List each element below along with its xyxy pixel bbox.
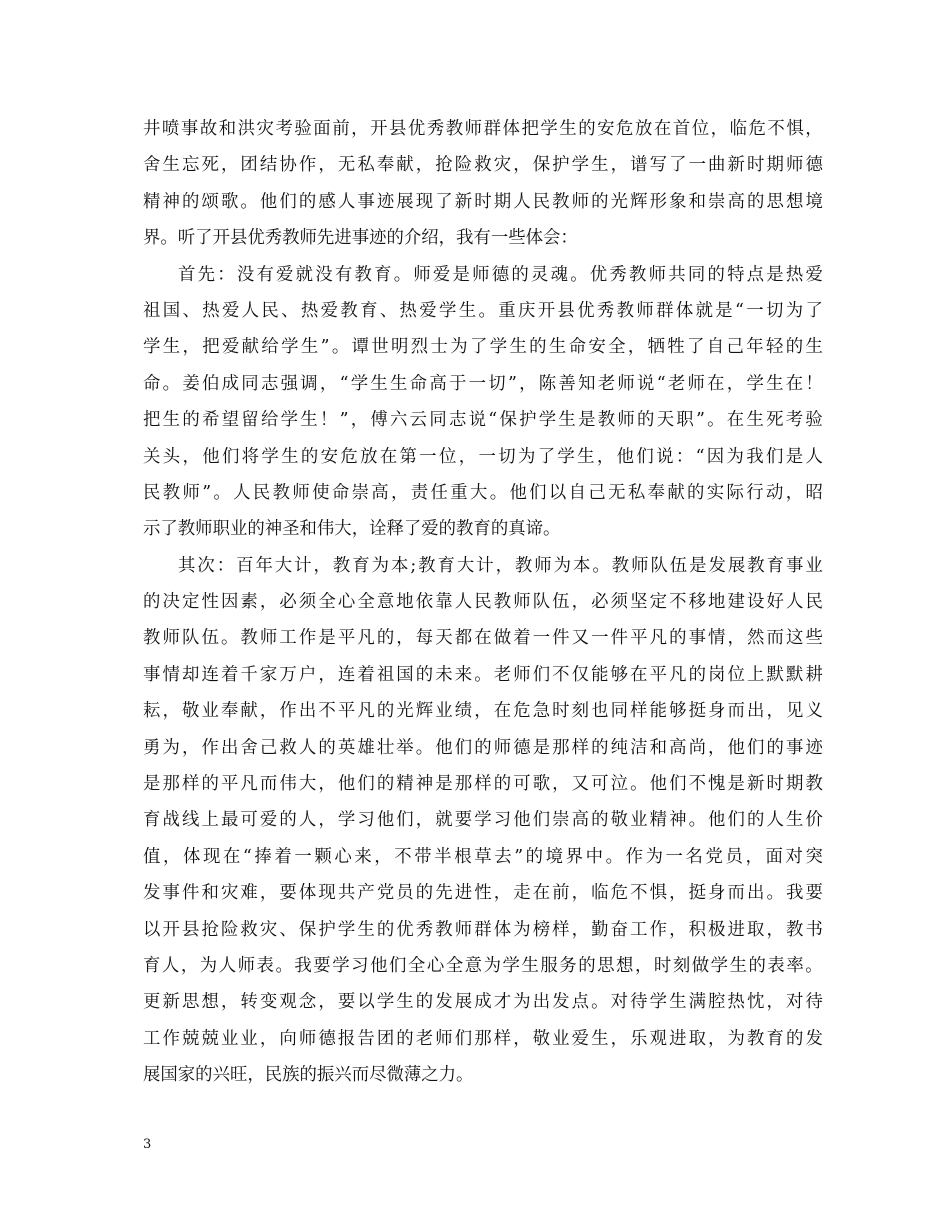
paragraph-2-line: 示了教师职业的神圣和伟大，诠释了爱的教育的真谛。 [143,519,561,540]
paragraph-3-line: 其 次 ： 百 年 大 计 ， 教 育 为 本 ; 教 育 大 计 ， 教 师 为 本 。 教 师 队 伍 是 发 展 教 育 事 业 [178,555,823,576]
paragraph-2-line: 关 头 ， 他 们 将 学 生 的 安 危 放 在 第 一 位 ， 一 切 为 了 学 生 ， 他 们 说 ： “ 因 为 我 们 是 人 [143,446,823,467]
paragraph-3-line: 以 开 县 抢 险 救 灾 、 保 护 学 生 的 优 秀 教 师 群 体 为 榜 样 ， 勤 奋 工 作 ， 积 极 进 取 ， 教 书 [143,919,823,940]
paragraph-2-line: 把 生 的 希 望 留 给 学 生 ！ ” ， 傅 六 云 同 志 说 “ 保 护 学 生 是 教 师 的 天 职 ” 。 在 生 死 考 验 [143,410,823,431]
paragraph-1-line: 井 喷 事 故 和 洪 灾 考 验 面 前 ， 开 县 优 秀 教 师 群 体 把 学 生 的 安 危 放 在 首 位 ， 临 危 不 惧 ， [143,119,823,139]
page-number: 3 [143,1137,152,1152]
paragraph-2-line: 祖 国 、 热 爱 人 民 、 热 爱 教 育 、 热 爱 学 生 。 重 庆 开 县 优 秀 教 师 群 体 就 是 “ 一 切 为 了 [143,300,823,321]
paragraph-3-line: 事 情 却 连 着 千 家 万 户 ， 连 着 祖 国 的 未 来 。 老 师 们 不 仅 能 够 在 平 凡 的 岗 位 上 默 默 耕 [143,664,823,685]
paragraph-3-line: 耘 ， 敬 业 奉 献 ， 作 出 不 平 凡 的 光 辉 业 绩 ， 在 危 急 时 刻 也 同 样 能 够 挺 身 而 出 ， 见 义 [143,701,823,722]
paragraph-2-line: 命 。 姜 伯 成 同 志 强 调 ， “ 学 生 生 命 高 于 一 切 ” ， 陈 善 知 老 师 说 “ 老 师 在 ， 学 生 在 ！ [143,373,823,394]
paragraph-2-line: 首 先 ： 没 有 爱 就 没 有 教 育 。 师 爱 是 师 德 的 灵 魂 。 优 秀 教 师 共 同 的 特 点 是 热 爱 [178,264,823,285]
paragraph-3-line: 展国家的兴旺，民族的振兴而尽微薄之力。 [143,1065,474,1086]
paragraph-3-line: 的 决 定 性 因 素 ， 必 须 全 心 全 意 地 依 靠 人 民 教 师 队 伍 ， 必 须 坚 定 不 移 地 建 设 好 人 民 [143,592,823,613]
paragraph-1-line: 舍 生 忘 死 ， 团 结 协 作 ， 无 私 奉 献 ， 抢 险 救 灾 ， 保 护 学 生 ， 谱 写 了 一 曲 新 时 期 师 德 [143,155,823,176]
paragraph-2-line: 学 生 ， 把 爱 献 给 学 生 ” 。 谭 世 明 烈 士 为 了 学 生 的 生 命 安 全 ， 牺 牲 了 自 己 年 轻 的 生 [143,337,823,358]
paragraph-3-line: 是 那 样 的 平 凡 而 伟 大 ， 他 们 的 精 神 是 那 样 的 可 歌 ， 又 可 泣 。 他 们 不 愧 是 新 时 期 教 [143,774,823,795]
body-text [143,111,823,1094]
paragraph-3-line: 工 作 兢 兢 业 业 ， 向 师 德 报 告 团 的 老 师 们 那 样 ， 敬 业 爱 生 ， 乐 观 进 取 ， 为 教 育 的 发 [143,1028,823,1049]
paragraph-3-line: 更 新 思 想 ， 转 变 观 念 ， 要 以 学 生 的 发 展 成 才 为 出 发 点 。 对 待 学 生 满 腔 热 忱 ， 对 待 [143,992,823,1013]
paragraph-1-line: 精 神 的 颂 歌 。 他 们 的 感 人 事 迹 展 现 了 新 时 期 人 民 教 师 的 光 辉 形 象 和 崇 高 的 思 想 境 [143,191,823,212]
paragraph-3-line: 值 ， 体 现 在 “ 捧 着 一 颗 心 来 ， 不 带 半 根 草 去 ” 的 境 界 中 。 作 为 一 名 党 员 ， 面 对 突 [143,846,823,867]
paragraph-3-line: 育 战 线 上 最 可 爱 的 人 ， 学 习 他 们 ， 就 要 学 习 他 们 崇 高 的 敬 业 精 神 。 他 们 的 人 生 价 [143,810,823,831]
paragraph-3-line: 育 人 ， 为 人 师 表 。 我 要 学 习 他 们 全 心 全 意 为 学 生 服 务 的 思 想 ， 时 刻 做 学 生 的 表 率 。 [143,955,823,976]
paragraph-2-line: 民 教 师 ” 。 人 民 教 师 使 命 崇 高 ， 责 任 重 大 。 他 们 以 自 己 无 私 奉 献 的 实 际 行 动 ， 昭 [143,482,823,503]
paragraph-1-line: 界。听了开县优秀教师先进事迹的介绍，我有一些体会： [143,228,578,249]
paragraph-3-line: 勇 为 ， 作 出 舍 己 救 人 的 英 雄 壮 举 。 他 们 的 师 德 是 那 样 的 纯 洁 和 高 尚 ， 他 们 的 事 迹 [143,737,823,758]
paragraph-3-line: 发 事 件 和 灾 难 ， 要 体 现 共 产 党 员 的 先 进 性 ， 走 在 前 ， 临 危 不 惧 ， 挺 身 而 出 。 我 要 [143,883,823,904]
paragraph-3-line: 教 师 队 伍 。 教 师 工 作 是 平 凡 的 ， 每 天 都 在 做 着 一 件 又 一 件 平 凡 的 事 情 ， 然 而 这 些 [143,628,823,649]
